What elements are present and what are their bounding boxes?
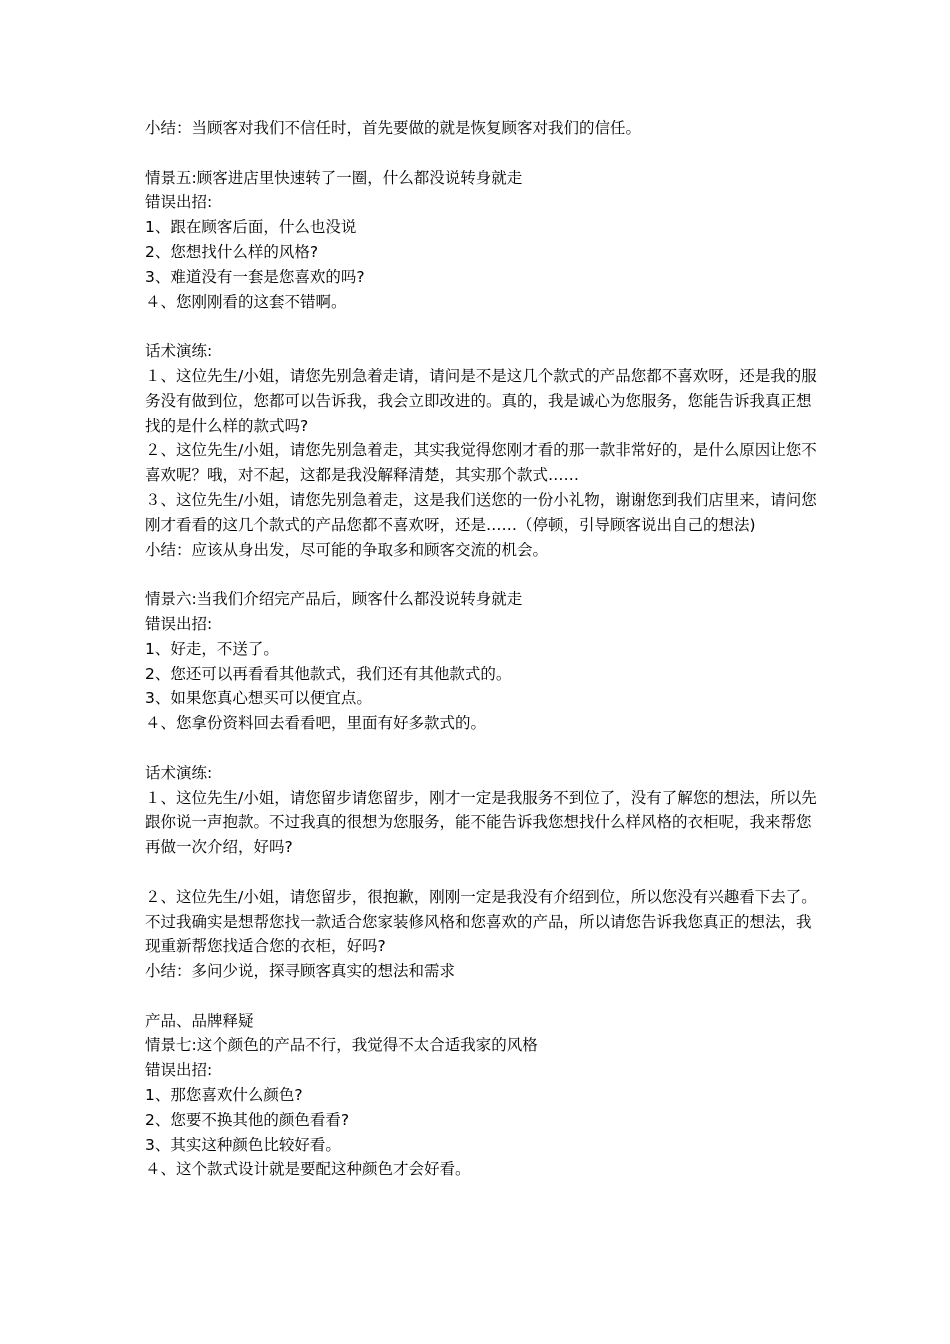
section-heading: 产品、品牌释疑 <box>145 1011 254 1030</box>
scene5-summary: 小结：应该从身出发，尽可能的争取多和顾客交流的机会。 <box>145 540 549 559</box>
scene7-title: 情景七:这个颜色的产品不行，我觉得不太合适我家的风格 <box>145 1036 538 1055</box>
scene6-practice-item: ２、这位先生/小姐，请您留步，很抱歉，刚刚一定是我没有介绍到位，所以您没有兴趣看下去了。不过我确实是想帮您找一款适合您家装修风格和您喜欢的产品，所以请您告诉我您真正的想法，我现重新帮您找适合您的衣柜，好吗? <box>145 887 817 956</box>
scene5-practice-item: ３、这位先生/小姐，请您先别急着走，这是我们送您的一份小礼物，谢谢您到我们店里来，请问您刚才看看的这几个款式的产品您都不喜欢呀，还是……（停顿，引导顾客说出自己的想法) <box>145 490 817 534</box>
scene7-wrong-heading: 错误出招: <box>145 1061 213 1080</box>
scene6-wrong-item: 1、好走，不送了。 <box>145 639 279 658</box>
scene5-wrong-heading: 错误出招: <box>145 193 213 212</box>
blank-line <box>145 984 825 1009</box>
scene5-wrong-item: 1、跟在顾客后面，什么也没说 <box>145 218 357 237</box>
scene7-wrong-item: 1、那您喜欢什么颜色? <box>145 1086 303 1105</box>
scene6-wrong-item: ４、您拿份资料回去看看吧，里面有好多款式的。 <box>145 714 487 733</box>
scene5-practice-item: １、这位先生/小姐，请您先别急着走请，请问是不是这几个款式的产品您都不喜欢呀，还是我的服务没有做到位，您都可以告诉我，我会立即改进的。真的，我是诚心为您服务，您能告诉我真正想找的是什么样的款式吗? <box>145 366 817 435</box>
blank-line <box>145 141 825 166</box>
scene5-practice-heading: 话术演练: <box>145 342 213 361</box>
blank-line <box>145 736 825 761</box>
scene5-practice-item: ２、这位先生/小姐，请您先别急着走，其实我觉得您刚才看的那一款非常好的，是什么原因让您不喜欢呢？哦，对不起，这都是我没解释清楚，其实那个款式…… <box>145 441 817 485</box>
blank-line <box>145 860 825 885</box>
scene6-practice-heading: 话术演练: <box>145 763 213 782</box>
scene7-wrong-item: ４、这个款式设计就是要配这种颜色才会好看。 <box>145 1160 471 1179</box>
scene5-title: 情景五:顾客进店里快速转了一圈，什么都没说转身就走 <box>145 168 523 187</box>
scene6-wrong-heading: 错误出招: <box>145 614 213 633</box>
scene6-practice-item: １、这位先生/小姐，请您留步请您留步，刚才一定是我服务不到位了，没有了解您的想法，所以先跟你说一声抱款。不过我真的很想为您服务，能不能告诉我您想找什么样风格的衣柜呢，我来帮您再做一次介绍，好吗? <box>145 788 817 857</box>
summary-scene4: 小结：当顾客对我们不信任时，首先要做的就是恢复顾客对我们的信任。 <box>145 119 642 137</box>
scene5-wrong-item: 3、难道没有一套是您喜欢的吗? <box>145 267 365 286</box>
scene6-title: 情景六:当我们介绍完产品后，顾客什么都没说转身就走 <box>145 590 523 609</box>
scene7-wrong-item: 2、您要不换其他的颜色看看? <box>145 1110 350 1129</box>
document-page <box>145 116 825 1182</box>
scene6-wrong-item: 3、如果您真心想买可以便宜点。 <box>145 689 372 708</box>
blank-line <box>145 562 825 587</box>
scene5-wrong-item: ４、您刚刚看的这套不错啊。 <box>145 292 347 311</box>
blank-line <box>145 314 825 339</box>
scene6-summary: 小结：多问少说，探寻顾客真实的想法和需求 <box>145 962 456 981</box>
scene7-wrong-item: 3、其实这种颜色比较好看。 <box>145 1135 341 1154</box>
scene5-wrong-item: 2、您想找什么样的风格? <box>145 242 319 261</box>
scene6-wrong-item: 2、您还可以再看看其他款式，我们还有其他款式的。 <box>145 664 512 683</box>
